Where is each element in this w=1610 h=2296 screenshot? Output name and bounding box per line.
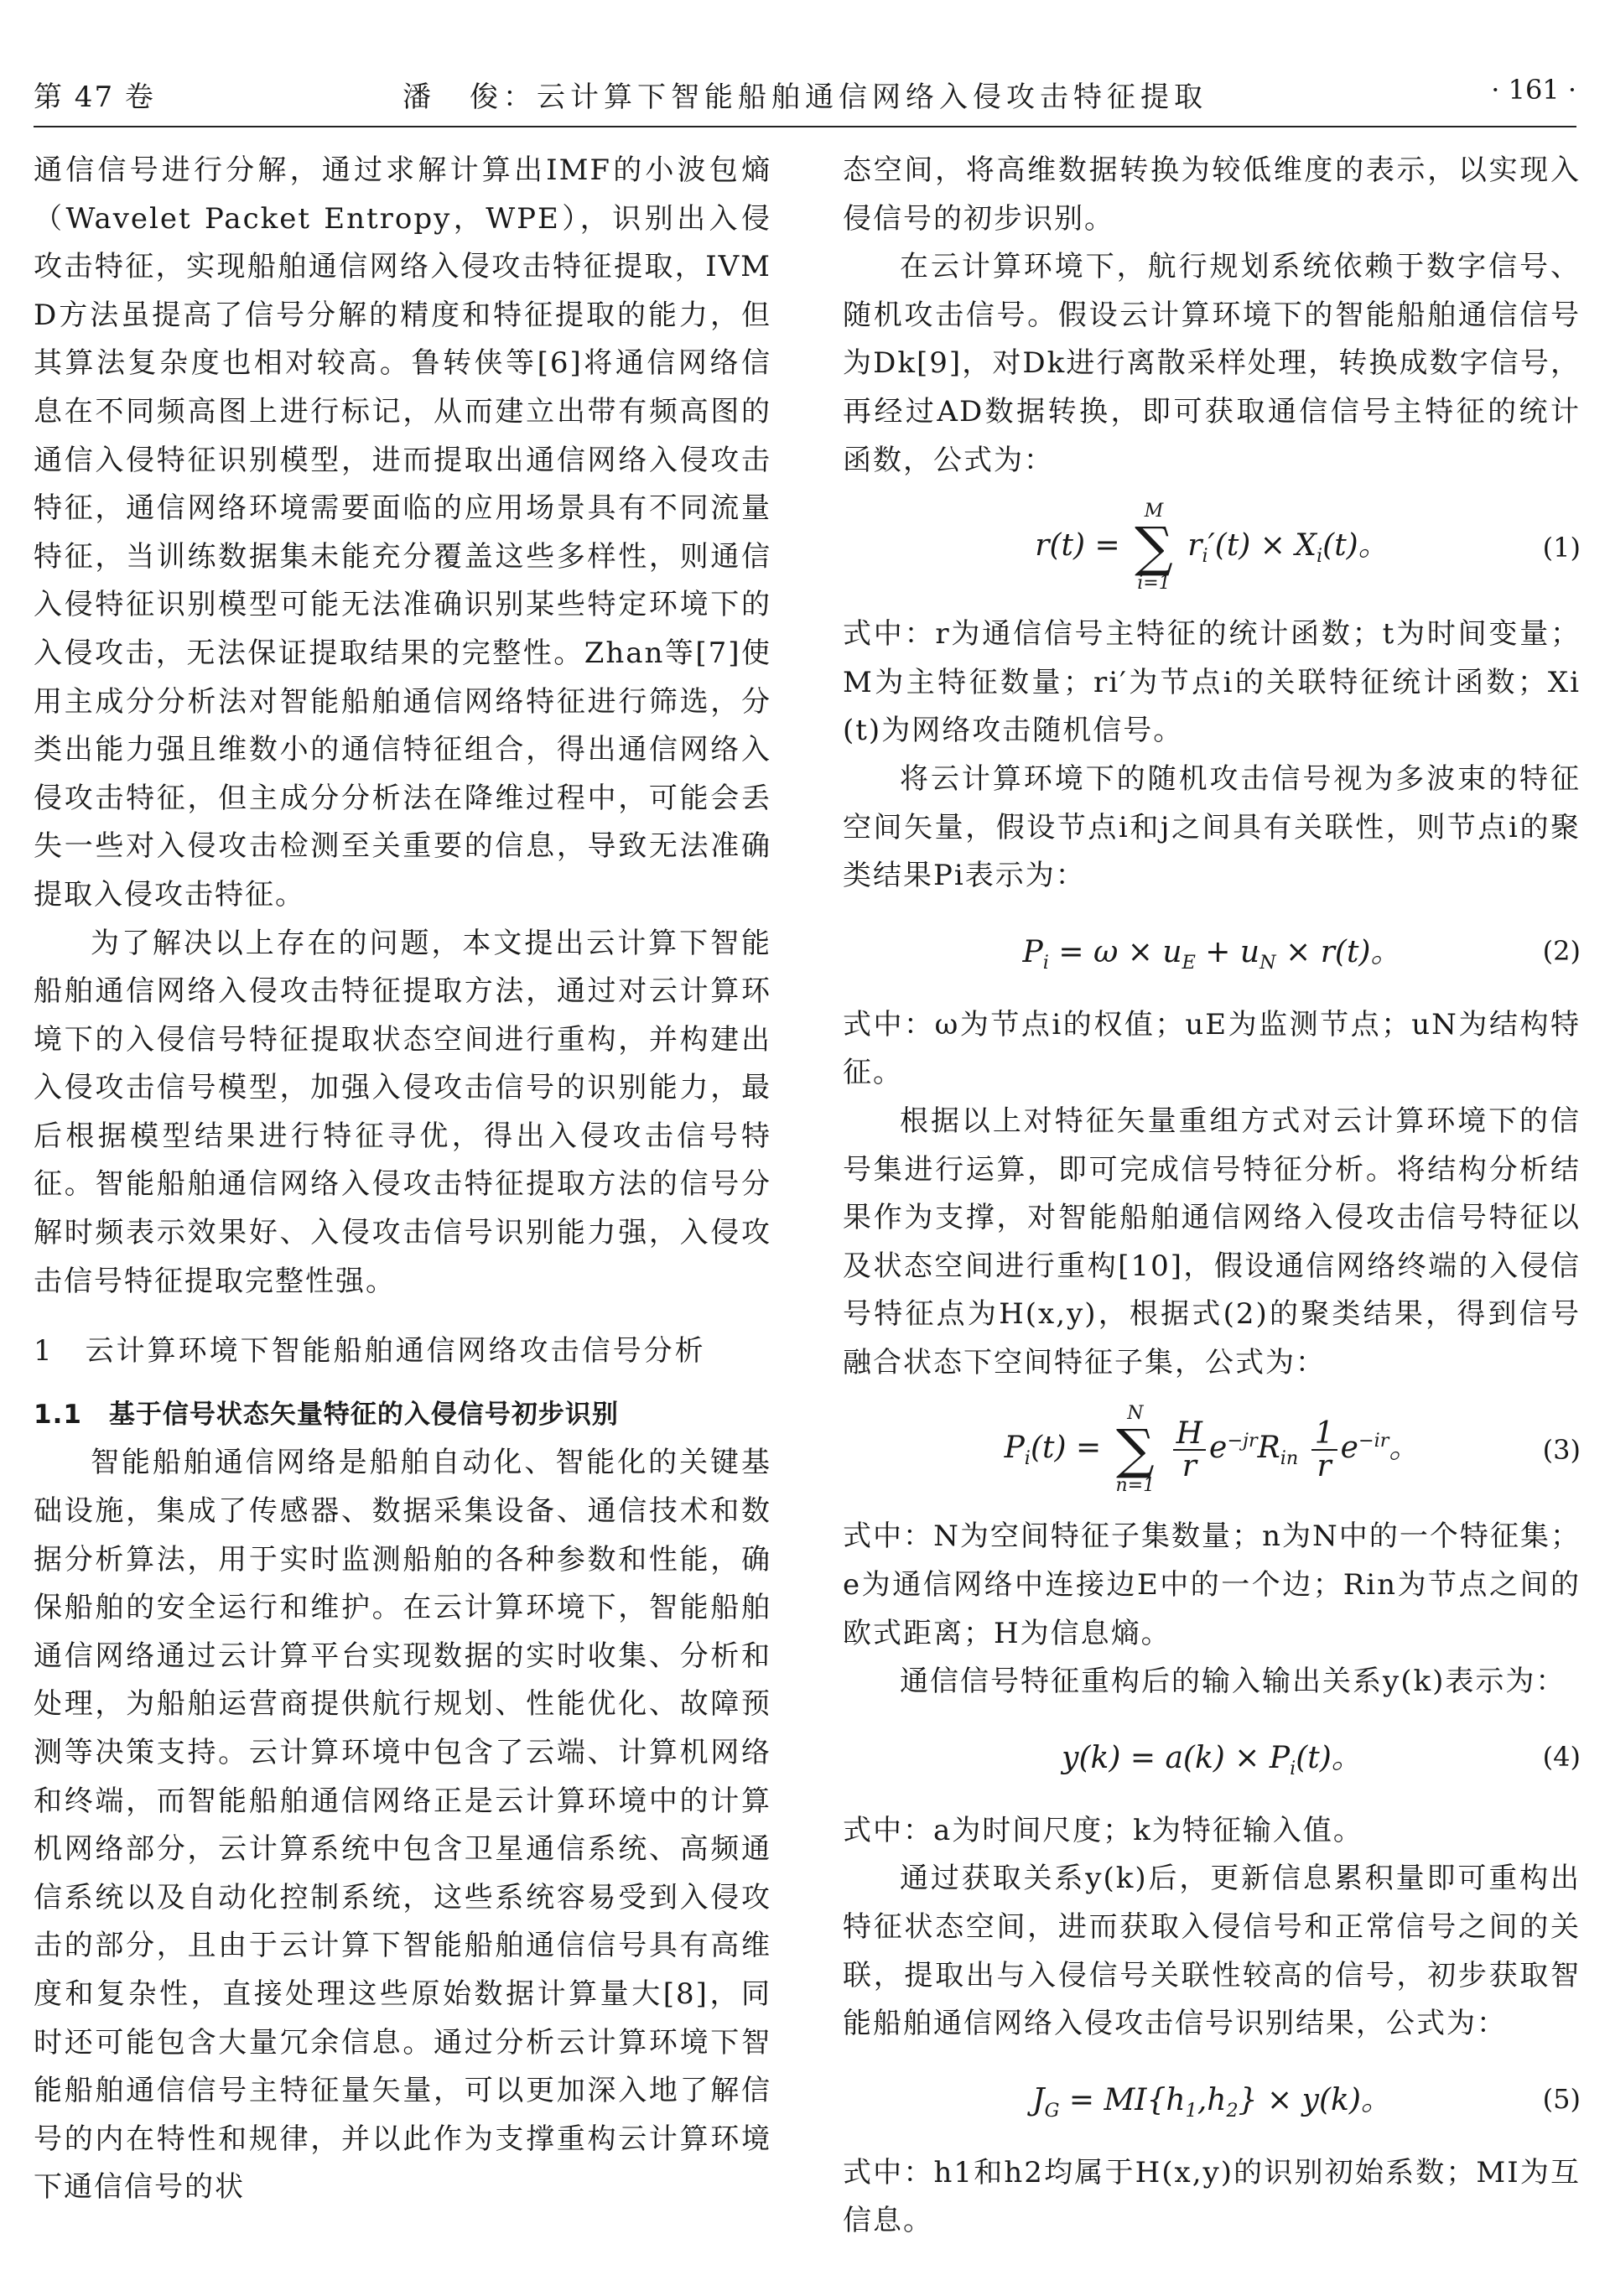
- volume-label: 第 47 卷: [34, 81, 155, 114]
- paragraph: 式中：a为时间尺度；k为特征输入值。: [843, 1813, 1363, 1847]
- equation-number: (4): [1542, 1740, 1581, 1773]
- paragraph: 通信信号特征重构后的输入输出关系y(k)表示为：: [900, 1665, 1566, 1699]
- equation-1-body: r(t) = M ∑ i=1 $r_i'(t) \times X_i(t)$。: [1035, 501, 1389, 595]
- paragraph: 在云计算环境下，航行规划系统依赖于数字信号、随机攻击信号。假设云计算环境下的智能船舶通信信号为Dk[9]，对Dk进行离散采样处理，转换成数字信号，再经过AD数据转换，即可获取通信信号主特征的统计函数，公式为：: [843, 250, 1581, 477]
- paragraph: 通信信号进行分解，通过求解计算出IMF的小波包熵（Wavelet Packet Entropy，WPE），识别出入侵攻击特征，实现船舶通信网络入侵攻击特征提取，IVMD方法虽提高了信号分解的精度和特征提取的能力，但其算法复杂度也相对较高。鲁转侠等[6]将通信网络信息在不同频高图上进行标记，从而建立出带有频高图的通信入侵特征识别模型，进而提取出通信网络入侵攻击特征，通信网络环境需要面临的应用场景具有不同流量特征，当训练数据集未能充分覆盖这些多样性，则通信入侵特征识别模型可能无法准确识别某些特定环境下的入侵攻击，无法保证提取结果的完整性。Zhan等[7]使用主成分分析法对智能船舶通信网络特征进行筛选，分类出能力强且维数小的通信特征组合，得出通信网络入侵攻击特征，但主成分分析法在降维过程中，可能会丢失一些对入侵攻击检测至关重要的信息，导致无法准确提取入侵攻击特征。: [34, 153, 771, 912]
- paragraph: 式中：h1和h2均属于H(x,y)的识别初始系数；MI为互信息。: [843, 2155, 1581, 2238]
- left-column: [34, 147, 771, 2212]
- paragraph: 智能船舶通信网络是船舶自动化、智能化的关键基础设施，集成了传感器、数据采集设备、通信技术和数据分析算法，用于实时监测船舶的各种参数和性能，确保船舶的安全运行和维护。在云计算环境下，智能船舶通信网络通过云计算平台实现数据的实时收集、分析和处理，为船舶运营商提供航行规划、性能优化、故障预测等决策支持。云计算环境中包含了云端、计算机网络和终端，而智能船舶通信网络正是云计算环境中的计算机网络部分，云计算系统中包含卫星通信系统、高频通信系统以及自动化控制系统，这些系统容易受到入侵攻击的部分，且由于云计算下智能船舶通信信号具有高维度和复杂性，直接处理这些原始数据计算量大[8]，同时还可能包含大量冗余信息。通过分析云计算环境下智能船舶通信信号主特征量矢量，可以更加深入地了解信号的内在特性和规律，并以此作为支撑重构云计算环境下通信信号的状: [34, 1446, 771, 2205]
- equation-number: (1): [1542, 532, 1581, 564]
- header-rule: [34, 126, 1576, 127]
- subsection-heading: 1.1 基于信号状态矢量特征的入侵信号初步识别: [34, 1399, 619, 1430]
- running-header: [34, 74, 1576, 116]
- equation-number: (2): [1542, 934, 1581, 967]
- page-number: · 161 ·: [1491, 74, 1576, 106]
- equation-5: [843, 2049, 1581, 2149]
- equation-5-body: $J_G = MI\{h_1,h_2\} \times y(k)$。: [1032, 2082, 1391, 2122]
- paragraph: 将云计算环境下的随机攻击信号视为多波束的特征空间矢量，假设节点i和j之间具有关联性，则节点i的聚类结果Pi表示为：: [843, 761, 1581, 893]
- paragraph: 态空间，将高维数据转换为较低维度的表示，以实现入侵信号的初步识别。: [843, 153, 1581, 236]
- section-heading: 1 云计算环境下智能船舶通信网络攻击信号分析: [34, 1334, 706, 1369]
- equation-2-body: $P_i = \omega \times u_E + u_N \times r(t)$。: [1022, 934, 1401, 974]
- equation-2: [843, 901, 1581, 1001]
- equation-4: [843, 1706, 1581, 1807]
- right-column: [843, 147, 1581, 2246]
- equation-4-body: $y(k) = a(k) \times P_i(t)$。: [1062, 1740, 1362, 1779]
- equation-3-body: $P_i(t)$ = N ∑ n=1 $\frac{H}{r}$ $e^{-jr}R_{in}$ $\frac{1}{r}$ $e^{-ir}$。: [1004, 1403, 1420, 1497]
- paragraph: 通过获取关系y(k)后，更新信息累积量即可重构出特征状态空间，进而获取入侵信号和正常信号之间的关联，提取出与入侵信号关联性较高的信号，初步获取智能船舶通信网络入侵攻击信号识别结果，公式为：: [843, 1862, 1581, 2041]
- running-title: 潘 俊：云计算下智能船舶通信网络入侵攻击特征提取: [402, 81, 1208, 114]
- equation-number: (5): [1542, 2082, 1581, 2115]
- paragraph: 式中：r为通信信号主特征的统计函数；t为时间变量；M为主特征数量；ri′为节点i的关联特征统计函数；Xi(t)为网络攻击随机信号。: [843, 617, 1581, 748]
- paragraph: 为了解决以上存在的问题，本文提出云计算下智能船舶通信网络入侵攻击特征提取方法，通过对云计算环境下的入侵信号特征提取状态空间进行重构，并构建出入侵攻击信号模型，加强入侵攻击信号的识别能力，最后根据模型结果进行特征寻优，得出入侵攻击信号特征。智能船舶通信网络入侵攻击特征提取方法的信号分解时频表示效果好、入侵攻击信号识别能力强，入侵攻击信号特征提取完整性强。: [34, 926, 771, 1298]
- equation-1: [843, 485, 1581, 610]
- paragraph: 根据以上对特征矢量重组方式对云计算环境下的信号集进行运算，即可完成信号特征分析。将结构分析结果作为支撑，对智能船舶通信网络入侵攻击信号特征以及状态空间进行重构[10]，假设通信网络终端的入侵信号特征点为H(x,y)，根据式(2)的聚类结果，得到信号融合状态下空间特征子集，公式为：: [843, 1104, 1581, 1379]
- paragraph: 式中：ω为节点i的权值；uE为监测节点；uN为结构特征。: [843, 1007, 1581, 1090]
- equation-3: [843, 1387, 1581, 1513]
- equation-number: (3): [1542, 1434, 1581, 1467]
- paragraph: 式中：N为空间特征子集数量；n为N中的一个特征集；e为通信网络中连接边E中的一个边；Rin为节点之间的欧式距离；H为信息熵。: [843, 1519, 1581, 1650]
